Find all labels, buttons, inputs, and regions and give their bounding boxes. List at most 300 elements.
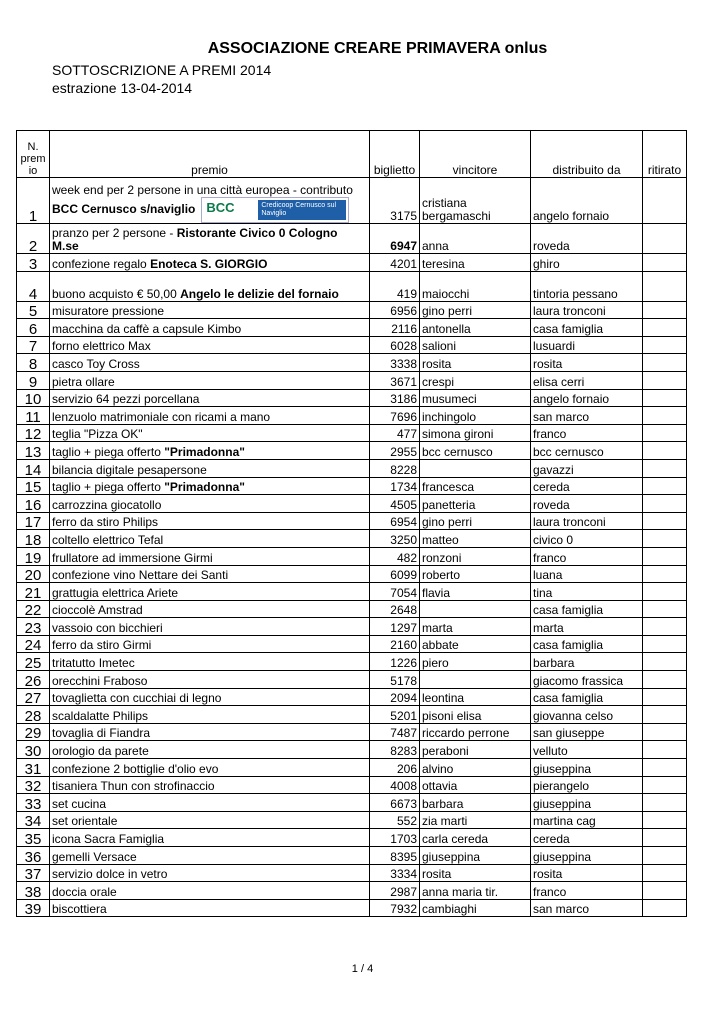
ticket-number: 6673 (370, 794, 420, 812)
table-row (17, 618, 687, 636)
ticket-number: 8395 (370, 847, 420, 865)
winner: antonella (420, 319, 531, 337)
collected (643, 224, 687, 254)
collected (643, 759, 687, 777)
ticket-number: 3338 (370, 354, 420, 372)
collected (643, 688, 687, 706)
prize-description (50, 635, 370, 653)
table-row (17, 547, 687, 565)
prize-description (50, 811, 370, 829)
distributed-by: tina (531, 583, 643, 601)
table-row (17, 759, 687, 777)
table-row (17, 495, 687, 513)
collected (643, 653, 687, 671)
distributed-by: civico 0 (531, 530, 643, 548)
prize-description (50, 301, 370, 319)
winner: anna (420, 224, 531, 254)
collected (643, 336, 687, 354)
prize-number: 4 (17, 271, 50, 301)
prize-number: 9 (17, 371, 50, 389)
prize-number: 12 (17, 424, 50, 442)
collected (643, 407, 687, 425)
prize-number: 10 (17, 389, 50, 407)
collected (643, 442, 687, 460)
distributed-by: laura tronconi (531, 512, 643, 530)
col-header-premio: premio (50, 131, 370, 178)
winner: carla cereda (420, 829, 531, 847)
winner: crespi (420, 371, 531, 389)
collected (643, 459, 687, 477)
winner: anna maria tir. (420, 882, 531, 900)
collected (643, 371, 687, 389)
prize-number: 23 (17, 618, 50, 636)
table-row (17, 178, 687, 224)
winner: cambiaghi (420, 899, 531, 917)
distributed-by: san giuseppe (531, 723, 643, 741)
prize-text: frullatore ad immersione Girmi (52, 550, 213, 565)
prize-text: week end per 2 persone in una città europea - contributo (52, 183, 353, 197)
ticket-number: 7487 (370, 723, 420, 741)
distributed-by: franco (531, 424, 643, 442)
ticket-number: 2987 (370, 882, 420, 900)
prize-description (50, 547, 370, 565)
prize-description (50, 424, 370, 442)
ticket-number: 5178 (370, 671, 420, 689)
prize-text: tovaglia di Fiandra (52, 726, 151, 741)
prize-description (50, 864, 370, 882)
collected (643, 635, 687, 653)
distributed-by: roveda (531, 224, 643, 254)
collected (643, 723, 687, 741)
prize-text: servizio 64 pezzi porcellana (52, 392, 200, 407)
ticket-number: 6099 (370, 565, 420, 583)
table-row (17, 301, 687, 319)
distributed-by: laura tronconi (531, 301, 643, 319)
table-row (17, 319, 687, 337)
prize-description (50, 442, 370, 460)
prize-description (50, 600, 370, 618)
prize-text: servizio dolce in vetro (52, 867, 168, 882)
collected (643, 512, 687, 530)
prize-description (50, 776, 370, 794)
prize-description (50, 723, 370, 741)
winner: marta (420, 618, 531, 636)
col-header-number-l3: io (28, 165, 38, 177)
prize-number: 38 (17, 882, 50, 900)
collected (643, 178, 687, 224)
prize-number: 36 (17, 847, 50, 865)
distributed-by: marta (531, 618, 643, 636)
prize-number: 35 (17, 829, 50, 847)
prize-description (50, 178, 370, 224)
collected (643, 477, 687, 495)
table-row (17, 354, 687, 372)
ticket-number: 2648 (370, 600, 420, 618)
distributed-by: bcc cernusco (531, 442, 643, 460)
distributed-by: lusuardi (531, 336, 643, 354)
distributed-by: cereda (531, 477, 643, 495)
table-row (17, 829, 687, 847)
collected (643, 671, 687, 689)
table-row (17, 600, 687, 618)
prize-sponsor: Angelo le delizie del fornaio (180, 286, 339, 301)
distributed-by: casa famiglia (531, 600, 643, 618)
collected (643, 706, 687, 724)
ticket-number: 4201 (370, 254, 420, 272)
distributed-by: franco (531, 547, 643, 565)
prize-text: tisaniera Thun con strofinaccio (52, 779, 215, 794)
prize-text: confezione vino Nettare dei Santi (52, 568, 229, 583)
ticket-number: 5201 (370, 706, 420, 724)
ticket-number: 419 (370, 271, 420, 301)
distributed-by: roveda (531, 495, 643, 513)
prize-description (50, 706, 370, 724)
prize-text: set cucina (52, 796, 107, 811)
table-row (17, 741, 687, 759)
distributed-by: giovanna celso (531, 706, 643, 724)
prize-description (50, 495, 370, 513)
winner: teresina (420, 254, 531, 272)
collected (643, 583, 687, 601)
ticket-number: 7054 (370, 583, 420, 601)
prize-number: 16 (17, 495, 50, 513)
ticket-number: 3175 (370, 178, 420, 224)
prize-text: biscottiera (52, 902, 107, 917)
prize-text: vassoio con bicchieri (52, 620, 163, 635)
prize-description (50, 389, 370, 407)
collected (643, 811, 687, 829)
ticket-number: 1297 (370, 618, 420, 636)
prize-description (50, 371, 370, 389)
table-row (17, 723, 687, 741)
distributed-by: tintoria pessano (531, 271, 643, 301)
prize-number: 5 (17, 301, 50, 319)
prize-text: misuratore pressione (52, 304, 165, 319)
ticket-number: 2094 (370, 688, 420, 706)
prize-table (16, 130, 687, 917)
winner: maiocchi (420, 271, 531, 301)
prize-number: 2 (17, 224, 50, 254)
winner: cristiana bergamaschi (420, 178, 531, 224)
winner: bcc cernusco (420, 442, 531, 460)
prize-description (50, 688, 370, 706)
collected (643, 495, 687, 513)
distributed-by: angelo fornaio (531, 178, 643, 224)
ticket-number: 4505 (370, 495, 420, 513)
prize-number: 21 (17, 583, 50, 601)
ticket-number: 6954 (370, 512, 420, 530)
prize-description (50, 899, 370, 917)
prize-description (50, 829, 370, 847)
collected (643, 354, 687, 372)
prize-description (50, 254, 370, 272)
distributed-by: elisa cerri (531, 371, 643, 389)
winner: salioni (420, 336, 531, 354)
prize-description (50, 794, 370, 812)
prize-number: 29 (17, 723, 50, 741)
ticket-number: 7696 (370, 407, 420, 425)
collected (643, 829, 687, 847)
col-header-vincitore: vincitore (420, 131, 531, 178)
prize-text: grattugia elettrica Ariete (52, 585, 179, 600)
prize-text: orologio da parete (52, 744, 149, 759)
table-row (17, 811, 687, 829)
collected (643, 847, 687, 865)
winner: roberto (420, 565, 531, 583)
col-header-number-l2: prem (20, 153, 46, 165)
prize-text: lenzuolo matrimoniale con ricami a mano (52, 409, 271, 424)
winner (420, 600, 531, 618)
winner: alvino (420, 759, 531, 777)
prize-number: 33 (17, 794, 50, 812)
table-row (17, 271, 687, 301)
collected (643, 618, 687, 636)
winner (420, 671, 531, 689)
col-header-number-l1: N. (27, 141, 39, 153)
ticket-number: 3186 (370, 389, 420, 407)
collected (643, 319, 687, 337)
collected (643, 301, 687, 319)
distributed-by: velluto (531, 741, 643, 759)
prize-number: 34 (17, 811, 50, 829)
ticket-number: 1703 (370, 829, 420, 847)
winner: ottavia (420, 776, 531, 794)
collected (643, 864, 687, 882)
ticket-number: 8283 (370, 741, 420, 759)
prize-number: 17 (17, 512, 50, 530)
prize-number: 39 (17, 899, 50, 917)
winner: matteo (420, 530, 531, 548)
prize-number: 18 (17, 530, 50, 548)
distributed-by: giuseppina (531, 794, 643, 812)
bcc-logo-mark: BCC (206, 200, 235, 215)
prize-text: doccia orale (52, 884, 117, 899)
collected (643, 899, 687, 917)
prize-text: teglia "Pizza OK" (52, 427, 143, 442)
prize-number: 31 (17, 759, 50, 777)
prize-text: gemelli Versace (52, 849, 137, 864)
ticket-number: 6028 (370, 336, 420, 354)
distributed-by: san marco (531, 899, 643, 917)
table-row (17, 882, 687, 900)
table-row (17, 336, 687, 354)
table-row (17, 530, 687, 548)
prize-text: icona Sacra Famiglia (52, 832, 165, 846)
distributed-by: barbara (531, 653, 643, 671)
collected (643, 776, 687, 794)
prize-description (50, 477, 370, 495)
table-row (17, 776, 687, 794)
winner: ronzoni (420, 547, 531, 565)
prize-description (50, 882, 370, 900)
winner: flavia (420, 583, 531, 601)
prize-description (50, 459, 370, 477)
subtitle: SOTTOSCRIZIONE A PREMI 2014 (52, 62, 272, 78)
prize-number: 28 (17, 706, 50, 724)
prize-sponsor: "Primadonna" (164, 444, 245, 459)
collected (643, 547, 687, 565)
ticket-number: 552 (370, 811, 420, 829)
distributed-by: casa famiglia (531, 635, 643, 653)
distributed-by: franco (531, 882, 643, 900)
winner: barbara (420, 794, 531, 812)
table-row (17, 706, 687, 724)
prize-description (50, 759, 370, 777)
prize-text: confezione regalo (52, 256, 151, 271)
winner: peraboni (420, 741, 531, 759)
ticket-number: 7932 (370, 899, 420, 917)
prize-sponsor: "Primadonna" (164, 480, 245, 495)
winner: rosita (420, 864, 531, 882)
ticket-number: 482 (370, 547, 420, 565)
prize-number: 32 (17, 776, 50, 794)
distributed-by: san marco (531, 407, 643, 425)
collected (643, 424, 687, 442)
prize-sponsor-line2: M.se (52, 239, 79, 253)
table-row (17, 847, 687, 865)
table-row (17, 389, 687, 407)
prize-description (50, 224, 370, 254)
table-row (17, 688, 687, 706)
table-row (17, 442, 687, 460)
table-row (17, 254, 687, 272)
distributed-by: gavazzi (531, 459, 643, 477)
distributed-by: rosita (531, 864, 643, 882)
winner: inchingolo (420, 407, 531, 425)
prize-description (50, 336, 370, 354)
prize-description (50, 354, 370, 372)
table-row (17, 671, 687, 689)
distributed-by: giuseppina (531, 847, 643, 865)
winner: giuseppina (420, 847, 531, 865)
table-row (17, 899, 687, 917)
winner: zia marti (420, 811, 531, 829)
distributed-by: casa famiglia (531, 319, 643, 337)
prize-text: macchina da caffè a capsule Kimbo (52, 321, 242, 336)
prize-text: bilancia digitale pesapersone (52, 462, 207, 477)
prize-description (50, 407, 370, 425)
distributed-by: casa famiglia (531, 688, 643, 706)
prize-text: tovaglietta con cucchiai di legno (52, 691, 222, 706)
prize-number: 22 (17, 600, 50, 618)
page-number: 1 / 4 (351, 963, 374, 975)
winner: panetteria (420, 495, 531, 513)
prize-text: buono acquisto € 50,00 (52, 286, 181, 301)
table-row (17, 583, 687, 601)
ticket-number: 477 (370, 424, 420, 442)
prize-number: 19 (17, 547, 50, 565)
prize-number: 27 (17, 688, 50, 706)
prize-number: 30 (17, 741, 50, 759)
table-row (17, 653, 687, 671)
prize-description (50, 671, 370, 689)
col-header-number (17, 131, 50, 178)
collected (643, 530, 687, 548)
ticket-number: 3334 (370, 864, 420, 882)
winner: leontina (420, 688, 531, 706)
table-row (17, 794, 687, 812)
ticket-number: 2116 (370, 319, 420, 337)
prize-number: 25 (17, 653, 50, 671)
collected (643, 389, 687, 407)
col-header-biglietto: biglietto (370, 131, 420, 178)
winner: piero (420, 653, 531, 671)
prize-text: ferro da stiro Philips (52, 515, 159, 530)
prize-sponsor: Ristorante Civico 0 Cologno (176, 226, 338, 240)
prize-description (50, 653, 370, 671)
col-header-distribuito: distribuito da (531, 131, 643, 178)
prize-sponsor: Enoteca S. GIORGIO (150, 256, 268, 271)
table-row (17, 371, 687, 389)
prize-number: 7 (17, 336, 50, 354)
prize-text: taglio + piega offerto (52, 444, 165, 459)
collected (643, 600, 687, 618)
prize-description (50, 530, 370, 548)
ticket-number: 3250 (370, 530, 420, 548)
ticket-number: 2160 (370, 635, 420, 653)
prize-text: casco Toy Cross (52, 356, 140, 371)
ticket-number: 8228 (370, 459, 420, 477)
table-row (17, 565, 687, 583)
prize-text: orecchini Fraboso (52, 673, 148, 688)
prize-description (50, 512, 370, 530)
table-row (17, 224, 687, 254)
ticket-number: 1226 (370, 653, 420, 671)
prize-text: cioccolè Amstrad (52, 603, 143, 618)
winner: pisoni elisa (420, 706, 531, 724)
distributed-by: martina cag (531, 811, 643, 829)
page-title: ASSOCIAZIONE CREARE PRIMAVERA onlus (207, 40, 548, 57)
prize-text: taglio + piega offerto (52, 480, 165, 495)
prize-description (50, 618, 370, 636)
table-row (17, 477, 687, 495)
prize-text: carrozzina giocatollo (52, 497, 162, 512)
winner: simona gironi (420, 424, 531, 442)
ticket-number: 4008 (370, 776, 420, 794)
distributed-by: rosita (531, 354, 643, 372)
prize-text: pietra ollare (52, 374, 115, 389)
prize-text: coltello elettrico Tefal (52, 532, 164, 547)
prize-text: scaldalatte Philips (52, 708, 149, 723)
distributed-by: angelo fornaio (531, 389, 643, 407)
table-row (17, 407, 687, 425)
distributed-by: pierangelo (531, 776, 643, 794)
bcc-logo-text: Credicoop Cernusco sul Naviglio (258, 200, 346, 220)
winner: rosita (420, 354, 531, 372)
prize-number: 24 (17, 635, 50, 653)
prize-description (50, 847, 370, 865)
winner: gino perri (420, 512, 531, 530)
prize-description (50, 565, 370, 583)
header-row (17, 131, 687, 178)
ticket-number: 206 (370, 759, 420, 777)
prize-number: 15 (17, 477, 50, 495)
distributed-by: luana (531, 565, 643, 583)
collected (643, 794, 687, 812)
prize-text: forno elettrico Max (52, 339, 151, 354)
ticket-number: 3671 (370, 371, 420, 389)
collected (643, 882, 687, 900)
prize-number: 3 (17, 254, 50, 272)
distributed-by: giacomo frassica (531, 671, 643, 689)
prize-text: tritatutto Imetec (52, 656, 135, 671)
prize-number: 26 (17, 671, 50, 689)
prize-text: confezione 2 bottiglie d'olio evo (52, 761, 219, 776)
table-row (17, 512, 687, 530)
winner: musumeci (420, 389, 531, 407)
collected (643, 741, 687, 759)
ticket-number: 6947 (370, 224, 420, 254)
